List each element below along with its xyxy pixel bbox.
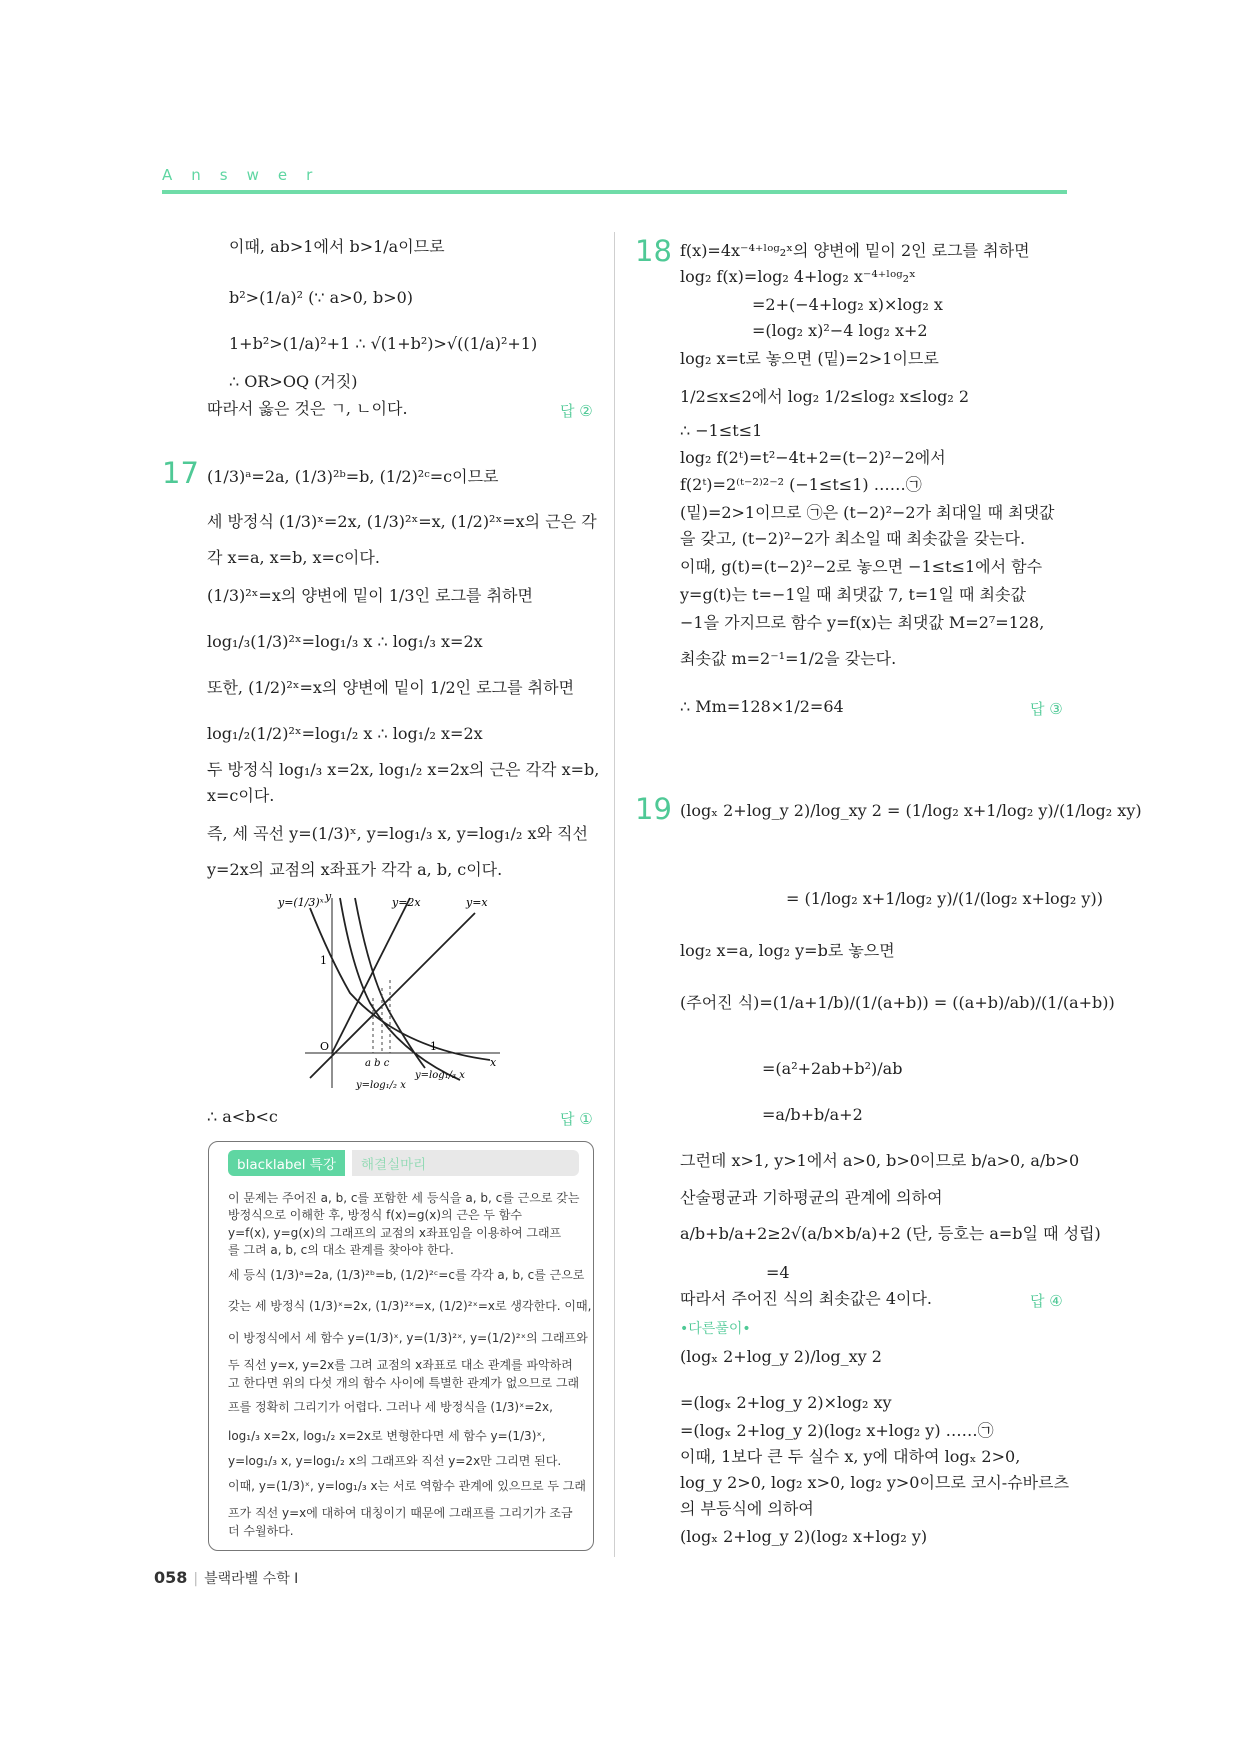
p17-line-2: 세 방정식 (1/3)ˣ=2x, (1/3)²ˣ=x, (1/2)²ˣ=x의 근은 각 [207, 512, 597, 531]
p18-line-15: 최솟값 m=2⁻¹=1/2을 갖는다. [680, 649, 897, 668]
label-yx: y=x [466, 896, 488, 909]
p16-answer: 답 ② [560, 402, 593, 420]
label-exp: y=(1/3)ˣ [278, 896, 324, 909]
p19-line-1: (logₓ 2+log_y 2)/log_xy 2 = (1/log₂ x+1/log₂ y)/(1/log₂ xy) [680, 801, 1142, 820]
p17-line-11: y=2x의 교점의 x좌표가 각각 a, b, c이다. [207, 860, 503, 879]
p19-line-9: a/b+b/a+2≥2√(a/b×b/a)+2 (단, 등호는 a=b일 때 성립) [680, 1224, 1101, 1243]
p19-alt-line-3: =(logₓ 2+log_y 2)(log₂ x+log₂ y) ……㉠ [680, 1421, 994, 1440]
p18-line-9: f(2ᵗ)=2⁽ᵗ⁻²⁾²⁻² (−1≤t≤1) ……㉠ [680, 475, 922, 494]
p18-line-7: ∴ −1≤t≤1 [680, 421, 763, 440]
p19-number: 19 [635, 792, 672, 826]
p16-line-2: b²>(1/a)² (∵ a>0, b>0) [229, 288, 414, 307]
box-line-7: 이 방정식에서 세 함수 y=(1/3)ˣ, y=(1/3)²ˣ, y=(1/2)²ˣ의 그래프와 [228, 1331, 588, 1345]
p16-line-1: 이때, ab>1에서 b>1/a이므로 [229, 237, 445, 256]
box-line-11: log₁/₃ x=2x, log₁/₂ x=2x로 변형한다면 세 함수 y=(1/3)ˣ, [228, 1429, 546, 1443]
p19-line-4: (주어진 식)=(1/a+1/b)/(1/(a+b)) = ((a+b)/ab)/(1/(a+b)) [680, 993, 1115, 1012]
p19-alt-line-1: (logₓ 2+log_y 2)/log_xy 2 [680, 1347, 882, 1366]
label-2x: y=2x [392, 896, 421, 909]
p19-answer: 답 ④ [1030, 1292, 1063, 1310]
box-line-10: 프를 정확히 그리기가 어렵다. 그러나 세 방정식을 (1/3)ˣ=2x, [228, 1400, 553, 1414]
p18-line-13: y=g(t)는 t=−1일 때 최댓값 7, t=1일 때 최솟값 [680, 585, 1026, 604]
p18-line-5: log₂ x=t로 놓으면 (밑)=2>1이므로 [680, 349, 939, 368]
p18-line-6: 1/2≤x≤2에서 log₂ 1/2≤log₂ x≤log₂ 2 [680, 387, 970, 406]
p19-line-11: 따라서 주어진 식의 최솟값은 4이다. [680, 1289, 932, 1308]
label-log3: y=log₁/₃ x [415, 1070, 465, 1081]
p17-number: 17 [162, 456, 199, 490]
p17-line-9: x=c이다. [207, 786, 275, 805]
page-footer: 058 | 블랙라벨 수학 I [154, 1568, 299, 1587]
p17-line-5: log₁/₃(1/3)²ˣ=log₁/₃ x ∴ log₁/₃ x=2x [207, 632, 483, 651]
p19-alt-title: •다른풀이• [680, 1321, 751, 1337]
page-number: 058 [154, 1568, 188, 1587]
p18-number: 18 [635, 234, 672, 268]
box-line-2: 방정식으로 이해한 후, 방정식 f(x)=g(x)의 근은 두 함수 [228, 1208, 522, 1222]
p17-conclusion: ∴ a<b<c [207, 1107, 278, 1126]
p17-answer: 답 ① [560, 1110, 593, 1128]
p17-line-8: 두 방정식 log₁/₃ x=2x, log₁/₂ x=2x의 근은 각각 x=b, [207, 760, 600, 779]
p19-line-8: 산술평균과 기하평균의 관계에 의하여 [680, 1188, 943, 1207]
p19-line-5: =(a²+2ab+b²)/ab [762, 1059, 903, 1078]
p19-line-10: =4 [766, 1263, 790, 1282]
box-line-1: 이 문제는 주어진 a, b, c를 포함한 세 등식을 a, b, c를 근으로 갖는 [228, 1191, 580, 1205]
p17-line-10: 즉, 세 곡선 y=(1/3)ˣ, y=log₁/₃ x, y=log₁/₂ x와 직선 [207, 824, 588, 843]
p18-line-14: −1을 가지므로 함수 y=f(x)는 최댓값 M=2⁷=128, [680, 613, 1045, 632]
p18-line-16: ∴ Mm=128×1/2=64 [680, 697, 844, 716]
column-divider [614, 232, 615, 1557]
p18-line-1: f(x)=4x⁻⁴⁺ˡᵒᵍ₂ˣ의 양변에 밑이 2인 로그를 취하면 [680, 241, 1030, 260]
p18-line-10: (밑)=2>1이므로 ㉠은 (t−2)²−2가 최대일 때 최댓값 [680, 503, 1055, 522]
box-tab-sub: 해결실마리 [352, 1150, 579, 1176]
p17-graph [260, 888, 520, 1098]
box-line-12: y=log₁/₃ x, y=log₁/₂ x의 그래프와 직선 y=2x만 그리면 된다. [228, 1454, 562, 1468]
p18-line-4: =(log₂ x)²−4 log₂ x+2 [752, 321, 928, 340]
p19-alt-line-5: log_y 2>0, log₂ x>0, log₂ y>0이므로 코시-슈바르츠 [680, 1473, 1070, 1492]
p16-line-5: 따라서 옳은 것은 ㄱ, ㄴ이다. [207, 399, 408, 418]
p17-line-1: (1/3)ᵃ=2a, (1/3)²ᵇ=b, (1/2)²ᶜ=c이므로 [207, 467, 499, 486]
p18-line-11: 을 갖고, (t−2)²−2가 최소일 때 최솟값을 갖는다. [680, 529, 1026, 548]
box-line-13: 이때, y=(1/3)ˣ, y=log₁/₃ x는 서로 역함수 관계에 있으므로 두 그래 [228, 1479, 586, 1493]
label-y: y [325, 890, 332, 903]
p19-alt-line-6: 의 부등식에 의하여 [680, 1499, 814, 1518]
p18-line-2: log₂ f(x)=log₂ 4+log₂ x⁻⁴⁺ˡᵒᵍ₂ˣ [680, 267, 916, 286]
p19-alt-line-2: =(logₓ 2+log_y 2)×log₂ xy [680, 1393, 892, 1412]
box-line-6: 갖는 세 방정식 (1/3)ˣ=2x, (1/3)²ˣ=x, (1/2)²ˣ=x로 생각한다. 이때, [228, 1299, 592, 1313]
label-one-x: 1 [430, 1040, 437, 1053]
box-line-14: 프가 직선 y=x에 대하여 대칭이기 때문에 그래프를 그리기가 조금 [228, 1506, 573, 1520]
box-line-8: 두 직선 y=x, y=2x를 그려 교점의 x좌표로 대소 관계를 파악하려 [228, 1358, 573, 1372]
p17-line-3: 각 x=a, x=b, x=c이다. [207, 548, 380, 567]
box-line-3: y=f(x), y=g(x)의 그래프의 교점의 x좌표임을 이용하여 그래프 [228, 1226, 562, 1240]
label-log2: y=log₁/₂ x [356, 1080, 406, 1091]
p16-line-3: 1+b²>(1/a)²+1 ∴ √(1+b²)>√((1/a)²+1) [229, 334, 538, 353]
p16-line-4: ∴ OR>OQ (거짓) [229, 372, 358, 391]
p19-line-3: log₂ x=a, log₂ y=b로 놓으면 [680, 941, 895, 960]
p19-line-7: 그런데 x>1, y>1에서 a>0, b>0이므로 b/a>0, a/b>0 [680, 1151, 1080, 1170]
box-tab-title: blacklabel 특강 [228, 1150, 345, 1176]
box-line-4: 를 그려 a, b, c의 대소 관계를 찾아야 한다. [228, 1243, 454, 1257]
p17-line-7: log₁/₂(1/2)²ˣ=log₁/₂ x ∴ log₁/₂ x=2x [207, 724, 483, 743]
book-title: 블랙라벨 수학 I [204, 1571, 299, 1587]
p19-line-6: =a/b+b/a+2 [762, 1105, 863, 1124]
p18-line-3: =2+(−4+log₂ x)×log₂ x [752, 295, 943, 314]
box-line-5: 세 등식 (1/3)ᵃ=2a, (1/3)²ᵇ=b, (1/2)²ᶜ=c를 각각 a, b, c를 근으로 [228, 1268, 585, 1282]
p17-line-4: (1/3)²ˣ=x의 양변에 밑이 1/3인 로그를 취하면 [207, 586, 533, 605]
box-line-9: 고 한다면 위의 다섯 개의 함수 사이에 특별한 관계가 없으므로 그래 [228, 1376, 580, 1390]
p17-line-6: 또한, (1/2)²ˣ=x의 양변에 밑이 1/2인 로그를 취하면 [207, 678, 575, 697]
p19-alt-line-4: 이때, 1보다 큰 두 실수 x, y에 대하여 logₓ 2>0, [680, 1447, 1021, 1466]
p18-answer: 답 ③ [1030, 700, 1063, 718]
box-line-15: 더 수월하다. [228, 1524, 294, 1538]
blacklabel-box [208, 1141, 594, 1551]
section-header: Answer [162, 166, 332, 184]
curve-exp [310, 908, 490, 1060]
p19-alt-line-7: (logₓ 2+log_y 2)(log₂ x+log₂ y) [680, 1527, 928, 1546]
header-rule [162, 190, 1067, 194]
p18-line-12: 이때, g(t)=(t−2)²−2로 놓으면 −1≤t≤1에서 함수 [680, 557, 1043, 576]
p19-line-2: = (1/log₂ x+1/log₂ y)/(1/(log₂ x+log₂ y)) [786, 889, 1103, 908]
p18-line-8: log₂ f(2ᵗ)=t²−4t+2=(t−2)²−2에서 [680, 448, 946, 467]
label-one-y: 1 [320, 954, 327, 967]
label-x: x [490, 1056, 497, 1069]
label-origin: O [320, 1040, 330, 1053]
label-abc: a b c [365, 1058, 390, 1069]
